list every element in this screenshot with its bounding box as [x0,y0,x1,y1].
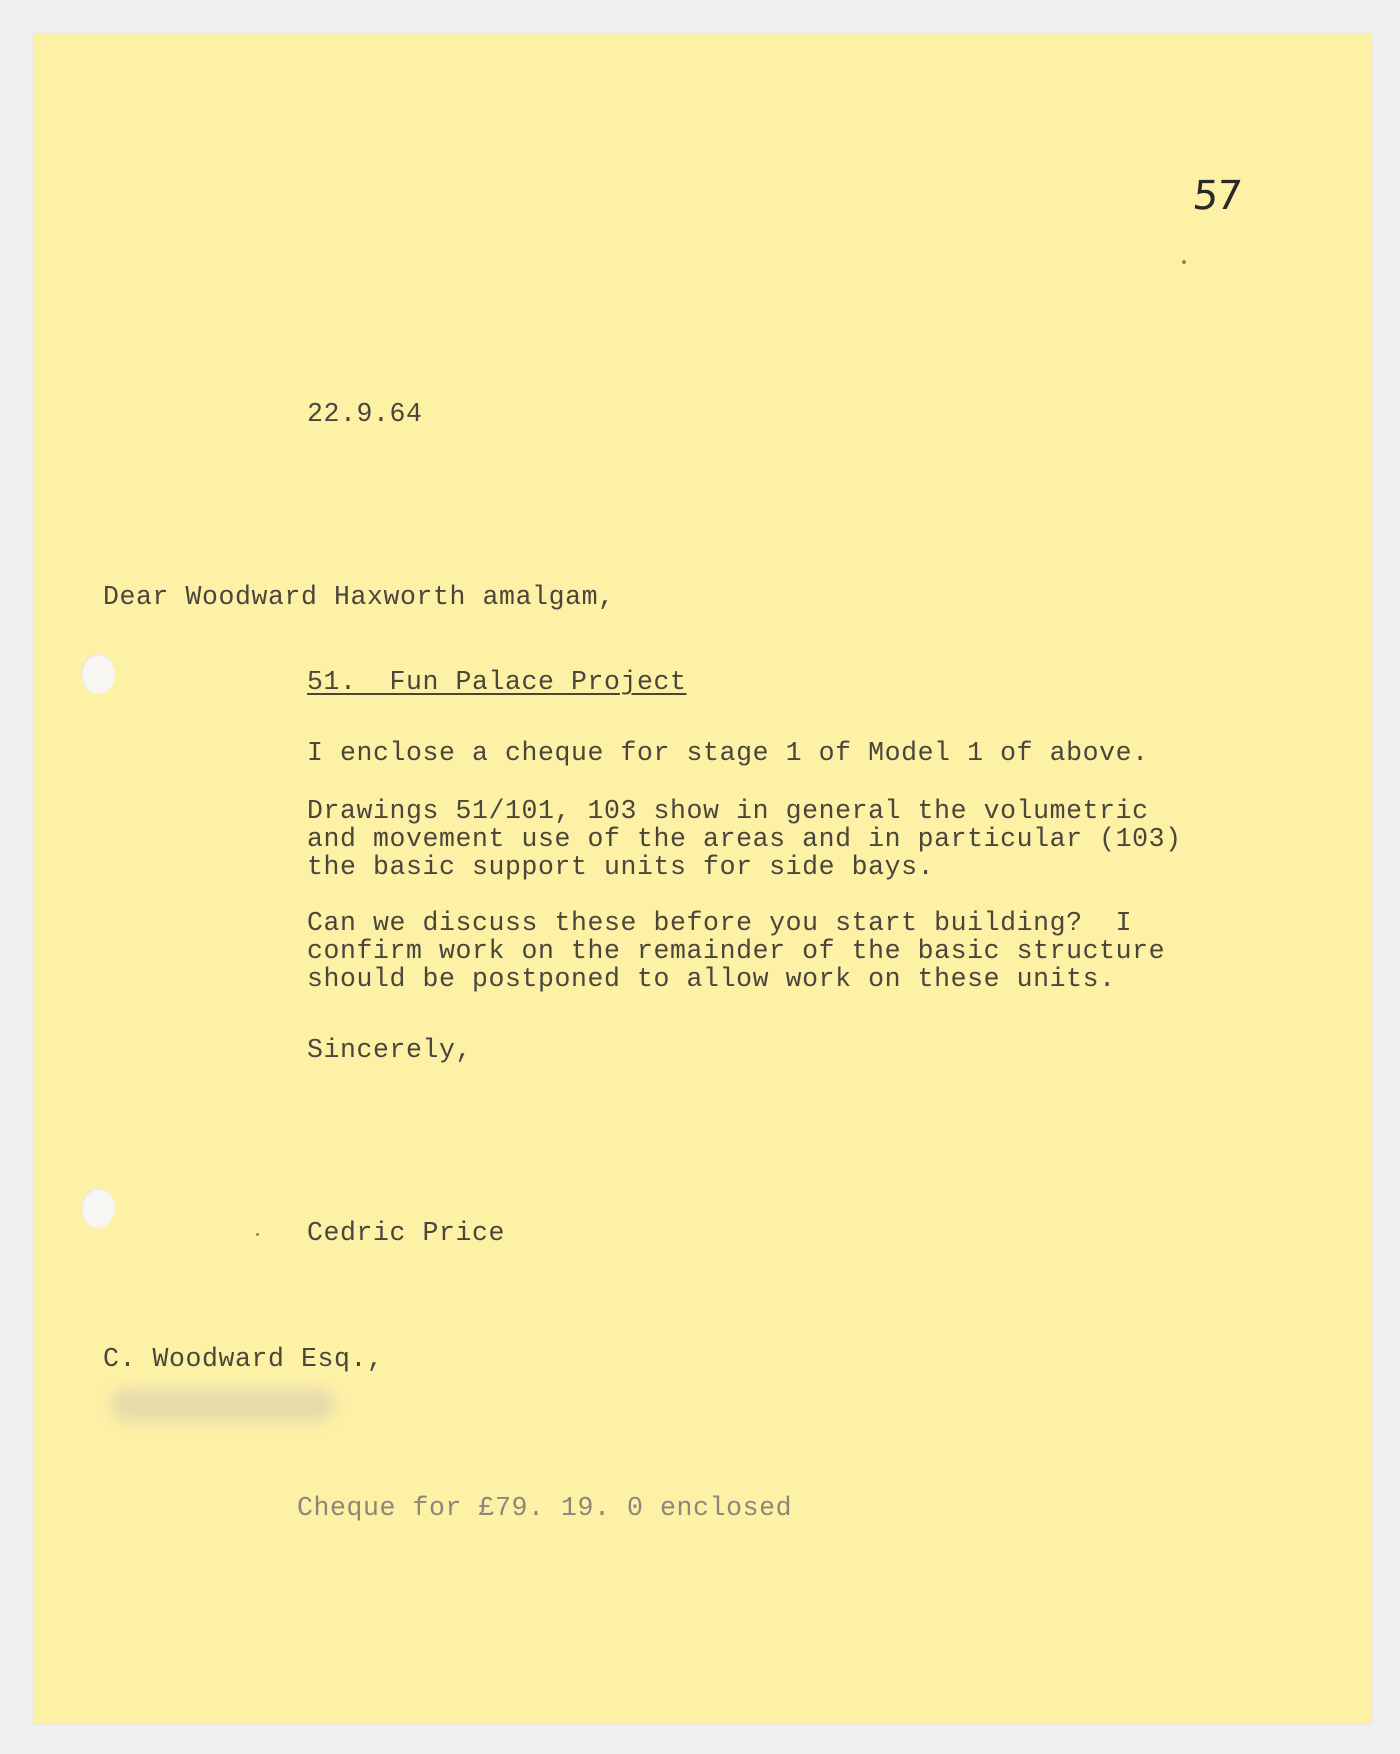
paper-speck [256,1233,259,1236]
closing: Sincerely, [307,1035,473,1065]
body-paragraph-2: Drawings 51/101, 103 show in general the volumetric and movement use of the areas and in particular (103) the basic support units for side bays. [307,796,1182,882]
paper-speck [1182,260,1186,264]
enclosure-note: Cheque for £79. 19. 0 enclosed [297,1493,793,1523]
letter-date: 22.9.64 [307,399,423,429]
body-paragraph-1: I enclose a cheque for stage 1 of Model 1 of above. [307,738,1149,768]
salutation: Dear Woodward Haxworth amalgam, [103,582,615,612]
signatory: Cedric Price [307,1218,506,1248]
handwritten-page-number: 57 [1190,173,1243,219]
punch-hole-bottom [81,1188,115,1228]
redacted-address [110,1388,335,1422]
body-paragraph-3: Can we discuss these before you start building? I confirm work on the remainder of the basic structure should be postponed to allow work on these units. [307,908,1166,994]
punch-hole-top [81,654,115,694]
subject-heading: 51. Fun Palace Project [307,667,687,697]
recipient: C. Woodward Esq., [103,1344,384,1374]
